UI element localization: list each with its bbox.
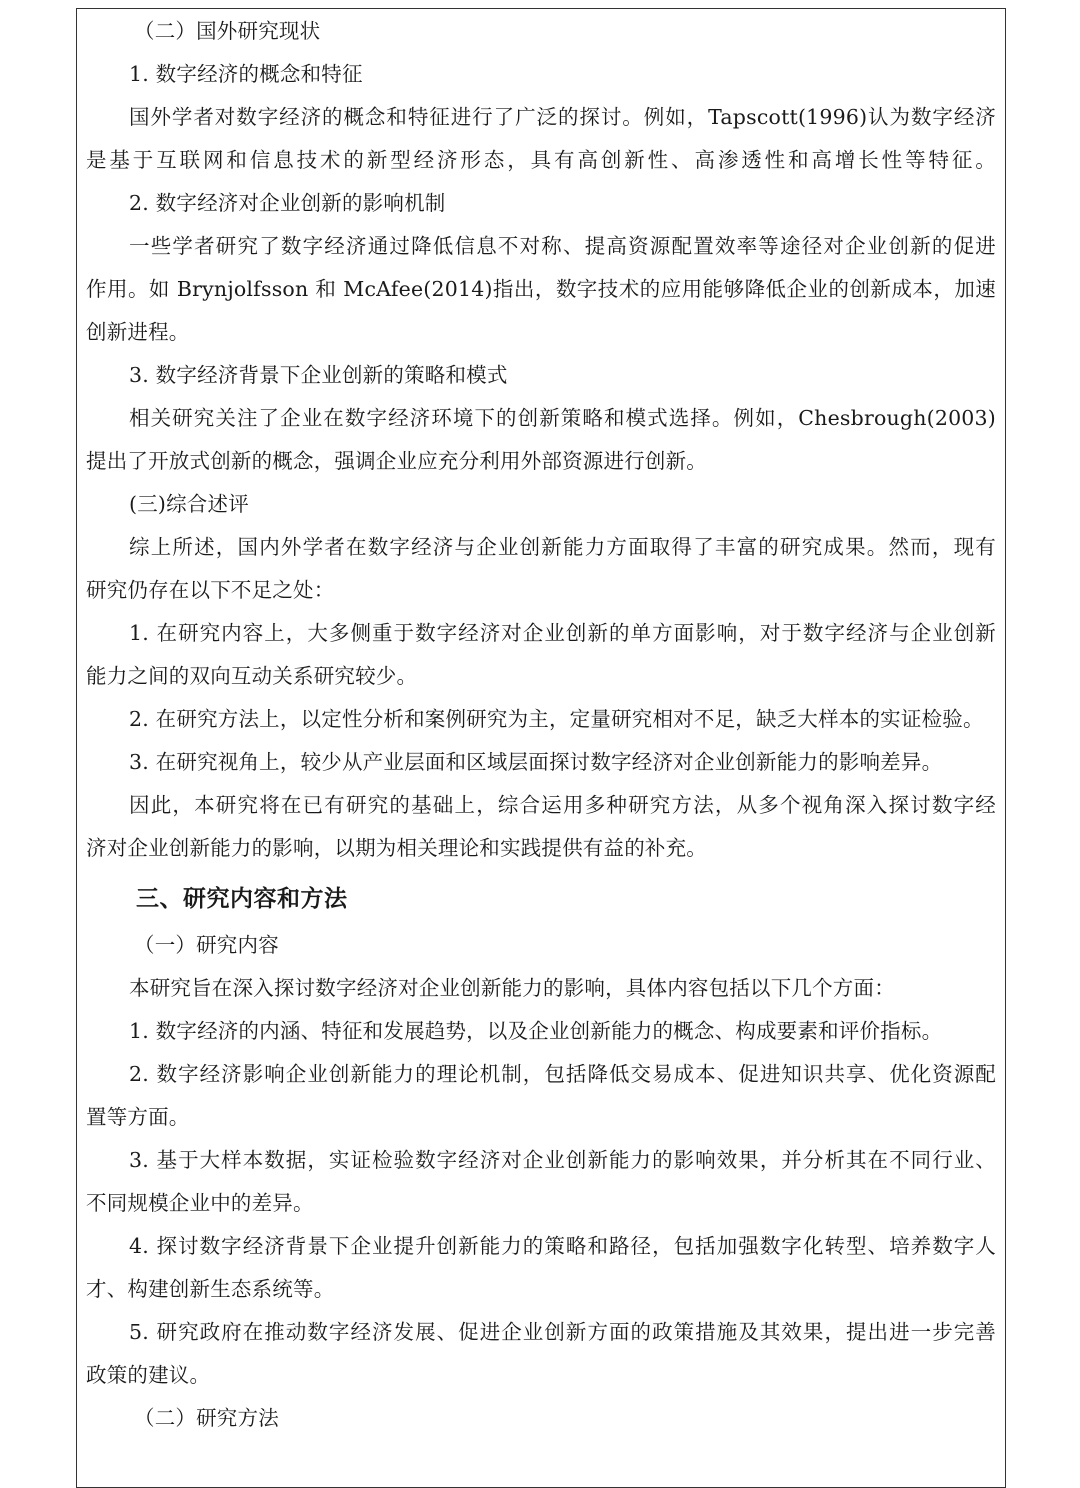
list-item-line: 置等方面。 bbox=[86, 1105, 190, 1129]
list-item: 2. 在研究方法上，以定性分析和案例研究为主，定量研究相对不足，缺乏大样本的实证检验。 bbox=[129, 707, 984, 731]
paragraph-line: 国外学者对数字经济的概念和特征进行了广泛的探讨。例如，Tapscott(1996)认为数字经济 bbox=[129, 105, 996, 129]
list-item-line: 4. 探讨数字经济背景下企业提升创新能力的策略和路径，包括加强数字化转型、培养数字人 bbox=[129, 1234, 996, 1258]
paragraph-line: 相关研究关注了企业在数字经济环境下的创新策略和模式选择。例如，Chesbrough(2003) bbox=[129, 406, 996, 430]
list-item-line: 3. 基于大样本数据，实证检验数字经济对企业创新能力的影响效果，并分析其在不同行业、 bbox=[129, 1148, 996, 1172]
list-item-line: 5. 研究政府在推动数字经济发展、促进企业创新方面的政策措施及其效果，提出进一步完善 bbox=[129, 1320, 996, 1344]
list-item: 3. 在研究视角上，较少从产业层面和区域层面探讨数字经济对企业创新能力的影响差异。 bbox=[129, 750, 943, 774]
paragraph-line: 提出了开放式创新的概念，强调企业应充分利用外部资源进行创新。 bbox=[86, 449, 707, 473]
list-item-line: 1. 在研究内容上，大多侧重于数字经济对企业创新的单方面影响，对于数字经济与企业创新 bbox=[129, 621, 996, 645]
section-title-research-method: （二）研究方法 bbox=[134, 1406, 279, 1430]
list-item: 1. 数字经济的内涵、特征和发展趋势，以及企业创新能力的概念、构成要素和评价指标。 bbox=[129, 1019, 943, 1043]
paragraph-line: 研究仍存在以下不足之处： bbox=[86, 578, 335, 602]
list-item-line: 不同规模企业中的差异。 bbox=[86, 1191, 314, 1215]
list-item-line: 政策的建议。 bbox=[86, 1363, 211, 1387]
list-item-line: 能力之间的双向互动关系研究较少。 bbox=[86, 664, 418, 688]
subheading-impact-mechanism: 2. 数字经济对企业创新的影响机制 bbox=[129, 191, 446, 215]
subheading-concept-features: 1. 数字经济的概念和特征 bbox=[129, 62, 363, 86]
document-body bbox=[86, 10, 996, 1440]
subheading-strategy-mode: 3. 数字经济背景下企业创新的策略和模式 bbox=[129, 363, 508, 387]
section-title-research-content: （一）研究内容 bbox=[134, 933, 279, 957]
paragraph-line: 创新进程。 bbox=[86, 320, 190, 344]
paragraph-line: 本研究旨在深入探讨数字经济对企业创新能力的影响，具体内容包括以下几个方面： bbox=[129, 976, 895, 1000]
section-title-foreign-research: （二）国外研究现状 bbox=[134, 19, 321, 43]
paragraph-line: 作用。如 Brynjolfsson 和 McAfee(2014)指出，数字技术的应用能够降低企业的创新成本，加速 bbox=[86, 277, 996, 301]
chapter-heading: 三、研究内容和方法 bbox=[136, 886, 348, 912]
list-item-line: 2. 数字经济影响企业创新能力的理论机制，包括降低交易成本、促进知识共享、优化资源配 bbox=[129, 1062, 996, 1086]
section-title-review: (三)综合述评 bbox=[129, 492, 249, 516]
paragraph-line: 济对企业创新能力的影响，以期为相关理论和实践提供有益的补充。 bbox=[86, 836, 707, 860]
list-item-line: 才、构建创新生态系统等。 bbox=[86, 1277, 335, 1301]
paragraph-line: 一些学者研究了数字经济通过降低信息不对称、提高资源配置效率等途径对企业创新的促进 bbox=[129, 234, 996, 258]
paragraph-line: 因此，本研究将在已有研究的基础上，综合运用多种研究方法，从多个视角深入探讨数字经 bbox=[129, 793, 996, 817]
paragraph-line: 综上所述，国内外学者在数字经济与企业创新能力方面取得了丰富的研究成果。然而，现有 bbox=[129, 535, 996, 559]
paragraph-line: 是基于互联网和信息技术的新型经济形态，具有高创新性、高渗透性和高增长性等特征。 bbox=[86, 148, 996, 172]
